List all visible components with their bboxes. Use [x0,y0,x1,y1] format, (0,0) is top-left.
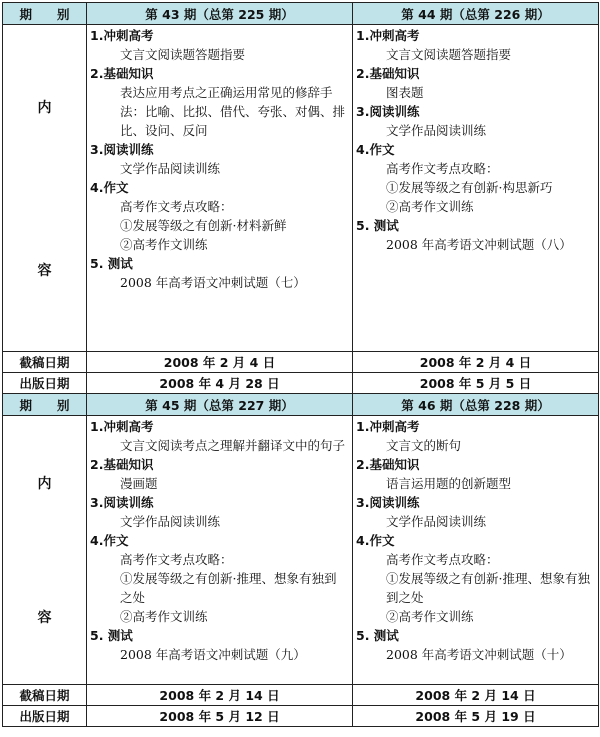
period-header-row [3,394,599,416]
section-item: 文学作品阅读训练 [386,514,487,529]
section-item: 2008 年高考语文冲刺试题（十） [386,647,572,662]
section-item: 2008 年高考语文冲刺试题（七） [120,275,306,290]
section-item: ①发展等级之有创新·推理、想象有独到之处 [386,571,590,605]
section-item: 漫画题 [120,476,158,491]
content-label [3,25,87,352]
section-item: 2008 年高考语文冲刺试题（八） [386,237,572,252]
section-heading: 3.阅读训练 [90,495,154,510]
issue-content [353,416,599,685]
issue-content [353,25,599,352]
section-item: 文言文的断句 [386,438,462,453]
section-item: 图表题 [386,85,424,100]
section-heading: 1.冲刺高考 [90,28,154,43]
issue-content [87,25,353,352]
period-label: 期 别 [3,394,87,416]
publish-row [3,706,599,727]
section-heading: 5. 测试 [90,256,133,271]
section-item: 高考作文考点攻略： [386,552,499,567]
section-item: ②高考作文训练 [386,609,474,624]
deadline-date: 2008 年 2 月 14 日 [353,685,599,706]
content-label-char: 容 [37,262,52,279]
issue-header: 第 43 期（总第 225 期） [87,3,353,25]
publish-date: 2008 年 5 月 5 日 [353,373,599,394]
content-label-char: 内 [37,476,52,492]
issue-header: 第 45 期（总第 227 期） [87,394,353,416]
section-item: 高考作文考点攻略： [120,199,233,214]
issue-content [87,416,353,685]
issue-header: 第 44 期（总第 226 期） [353,3,599,25]
section-item: 表达应用考点之正确运用常见的修辞手法：比喻、比拟、借代、夸张、对偶、排比、设问、反问 [120,85,346,138]
publish-row [3,373,599,394]
publish-date: 2008 年 5 月 19 日 [353,706,599,727]
publish-label: 出版日期 [3,706,87,727]
issue-header: 第 46 期（总第 228 期） [353,394,599,416]
content-label-char: 内 [37,99,52,116]
section-heading: 4.作文 [90,180,129,195]
section-item: 文言文阅读考点之理解并翻译文中的句子 [120,438,346,453]
section-item: 文学作品阅读训练 [386,123,487,138]
issue-schedule-table [2,2,599,727]
section-heading: 3.阅读训练 [90,142,154,157]
section-heading: 1.冲刺高考 [356,419,420,434]
deadline-label: 截稿日期 [3,352,87,373]
section-heading: 3.阅读训练 [356,495,420,510]
section-heading: 3.阅读训练 [356,104,420,119]
section-item: 文言文阅读题答题指要 [386,47,512,62]
section-heading: 1.冲刺高考 [90,419,154,434]
content-label [3,416,87,685]
deadline-date: 2008 年 2 月 14 日 [87,685,353,706]
section-item: 文言文阅读题答题指要 [120,47,246,62]
deadline-date: 2008 年 2 月 4 日 [87,352,353,373]
period-label: 期 别 [3,3,87,25]
section-heading: 5. 测试 [90,628,133,643]
publish-label: 出版日期 [3,373,87,394]
section-heading: 4.作文 [90,533,129,548]
section-item: ②高考作文训练 [386,199,474,214]
section-heading: 5. 测试 [356,218,399,233]
section-heading: 2.基础知识 [356,66,420,81]
section-item: 语言运用题的创新题型 [386,476,512,491]
section-item: 2008 年高考语文冲刺试题（九） [120,647,306,662]
section-heading: 5. 测试 [356,628,399,643]
period-header-row [3,3,599,25]
content-row [3,416,599,685]
section-heading: 2.基础知识 [356,457,420,472]
deadline-label: 截稿日期 [3,685,87,706]
section-item: ①发展等级之有创新·材料新鲜 [120,218,287,233]
section-item: ①发展等级之有创新·构思新巧 [386,180,553,195]
publish-date: 2008 年 5 月 12 日 [87,706,353,727]
section-item: 高考作文考点攻略： [120,552,233,567]
content-label-char: 容 [37,610,52,626]
section-item: 文学作品阅读训练 [120,161,221,176]
deadline-date: 2008 年 2 月 4 日 [353,352,599,373]
publish-date: 2008 年 4 月 28 日 [87,373,353,394]
deadline-row [3,352,599,373]
section-item: 高考作文考点攻略： [386,161,499,176]
section-item: ②高考作文训练 [120,609,208,624]
section-item: 文学作品阅读训练 [120,514,221,529]
deadline-row [3,685,599,706]
content-row [3,25,599,352]
section-item: ②高考作文训练 [120,237,208,252]
section-heading: 4.作文 [356,142,395,157]
section-heading: 1.冲刺高考 [356,28,420,43]
section-heading: 4.作文 [356,533,395,548]
section-heading: 2.基础知识 [90,66,154,81]
section-heading: 2.基础知识 [90,457,154,472]
section-item: ①发展等级之有创新·推理、想象有独到之处 [120,571,337,605]
